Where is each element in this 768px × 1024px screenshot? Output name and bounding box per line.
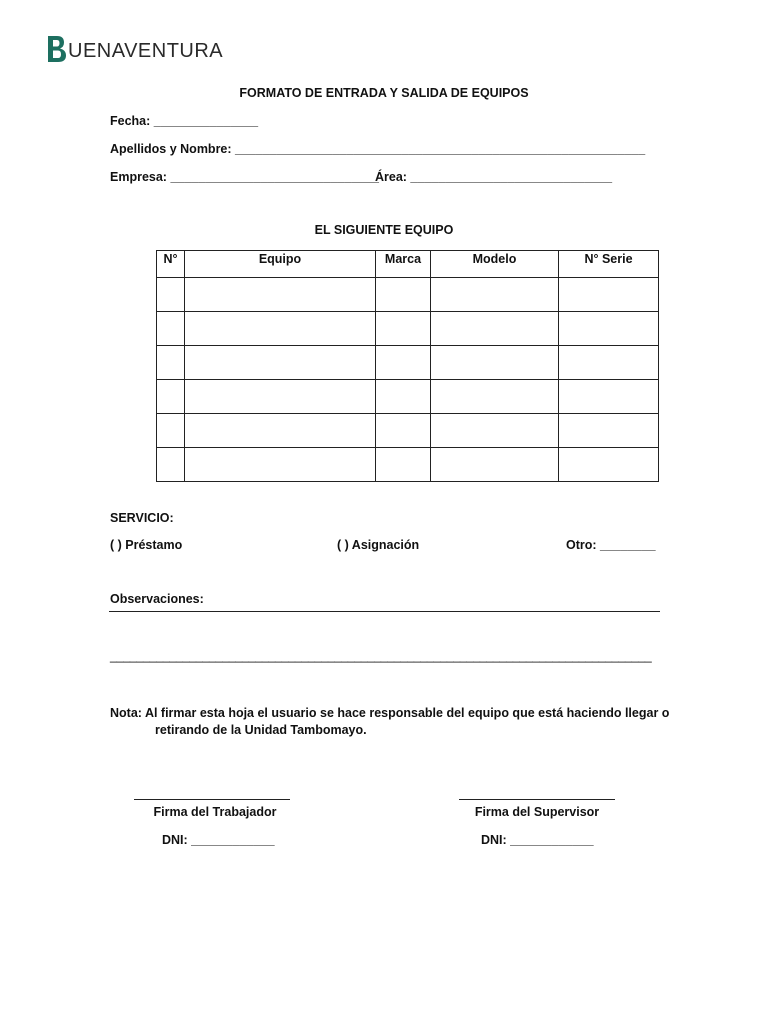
service-label: SERVICIO: bbox=[110, 511, 174, 525]
asignacion-option[interactable]: ( ) Asignación bbox=[337, 538, 420, 552]
form-title: FORMATO DE ENTRADA Y SALIDA DE EQUIPOS bbox=[239, 86, 529, 100]
col-header-equipo: Equipo bbox=[185, 251, 376, 278]
table-cell[interactable] bbox=[431, 278, 559, 312]
note-line-1: Nota: Al firmar esta hoja el usuario se hace responsable del equipo que está haciendo llegar o bbox=[110, 706, 670, 720]
table-row bbox=[157, 448, 659, 482]
table-cell[interactable] bbox=[157, 448, 185, 482]
table-cell[interactable] bbox=[185, 278, 376, 312]
prestamo-option[interactable]: ( ) Préstamo bbox=[110, 538, 183, 552]
fecha-field[interactable]: Fecha: _______________ bbox=[110, 114, 259, 128]
table-cell[interactable] bbox=[431, 346, 559, 380]
company-logo bbox=[47, 35, 223, 63]
empresa-field[interactable]: Empresa: ______________________________ bbox=[110, 170, 380, 184]
supervisor-signature-label: Firma del Supervisor bbox=[474, 805, 600, 819]
col-header-modelo: Modelo bbox=[431, 251, 559, 278]
observations-label: Observaciones: bbox=[110, 592, 204, 606]
table-cell[interactable] bbox=[431, 414, 559, 448]
worker-signature-label: Firma del Trabajador bbox=[153, 805, 277, 819]
table-row bbox=[157, 380, 659, 414]
equipment-heading: EL SIGUIENTE EQUIPO bbox=[314, 223, 454, 237]
table-cell[interactable] bbox=[157, 312, 185, 346]
col-header-serie: N° Serie bbox=[559, 251, 659, 278]
table-row bbox=[157, 346, 659, 380]
table-cell[interactable] bbox=[157, 380, 185, 414]
table-cell[interactable] bbox=[157, 414, 185, 448]
logo-b-icon bbox=[47, 35, 67, 63]
table-header-row bbox=[157, 251, 659, 278]
table-cell[interactable] bbox=[185, 448, 376, 482]
col-header-numero: N° bbox=[157, 251, 185, 278]
table-cell[interactable] bbox=[376, 312, 431, 346]
supervisor-dni-field[interactable]: DNI: ____________ bbox=[481, 833, 594, 847]
table-cell[interactable] bbox=[559, 380, 659, 414]
table-cell[interactable] bbox=[559, 346, 659, 380]
worker-dni-field[interactable]: DNI: ____________ bbox=[162, 833, 275, 847]
table-cell[interactable] bbox=[376, 414, 431, 448]
table-cell[interactable] bbox=[376, 380, 431, 414]
col-header-marca: Marca bbox=[376, 251, 431, 278]
observations-line-2[interactable]: __________________________________________________________________________________ bbox=[110, 649, 652, 663]
table-cell[interactable] bbox=[376, 278, 431, 312]
table-cell[interactable] bbox=[559, 414, 659, 448]
table-cell[interactable] bbox=[376, 346, 431, 380]
table-row bbox=[157, 312, 659, 346]
table-cell[interactable] bbox=[559, 278, 659, 312]
table-row bbox=[157, 278, 659, 312]
observations-line[interactable] bbox=[109, 611, 660, 612]
table-cell[interactable] bbox=[157, 346, 185, 380]
equipment-table bbox=[156, 250, 659, 482]
supervisor-signature-line[interactable] bbox=[459, 799, 615, 800]
nombre-field[interactable]: Apellidos y Nombre: ___________________________________________________________ bbox=[110, 142, 646, 156]
table-cell[interactable] bbox=[185, 414, 376, 448]
logo-brand-text: UENAVENTURA bbox=[68, 40, 224, 62]
worker-signature-line[interactable] bbox=[134, 799, 290, 800]
table-cell[interactable] bbox=[559, 448, 659, 482]
table-cell[interactable] bbox=[431, 448, 559, 482]
table-cell[interactable] bbox=[376, 448, 431, 482]
note-line-2: retirando de la Unidad Tambomayo. bbox=[155, 723, 367, 737]
area-field[interactable]: Área: _____________________________ bbox=[375, 170, 613, 184]
table-cell[interactable] bbox=[431, 312, 559, 346]
table-cell[interactable] bbox=[431, 380, 559, 414]
table-cell[interactable] bbox=[185, 312, 376, 346]
table-cell[interactable] bbox=[559, 312, 659, 346]
table-row bbox=[157, 414, 659, 448]
otro-field[interactable]: Otro: ________ bbox=[566, 538, 656, 552]
table-cell[interactable] bbox=[185, 380, 376, 414]
table-cell[interactable] bbox=[185, 346, 376, 380]
table-cell[interactable] bbox=[157, 278, 185, 312]
